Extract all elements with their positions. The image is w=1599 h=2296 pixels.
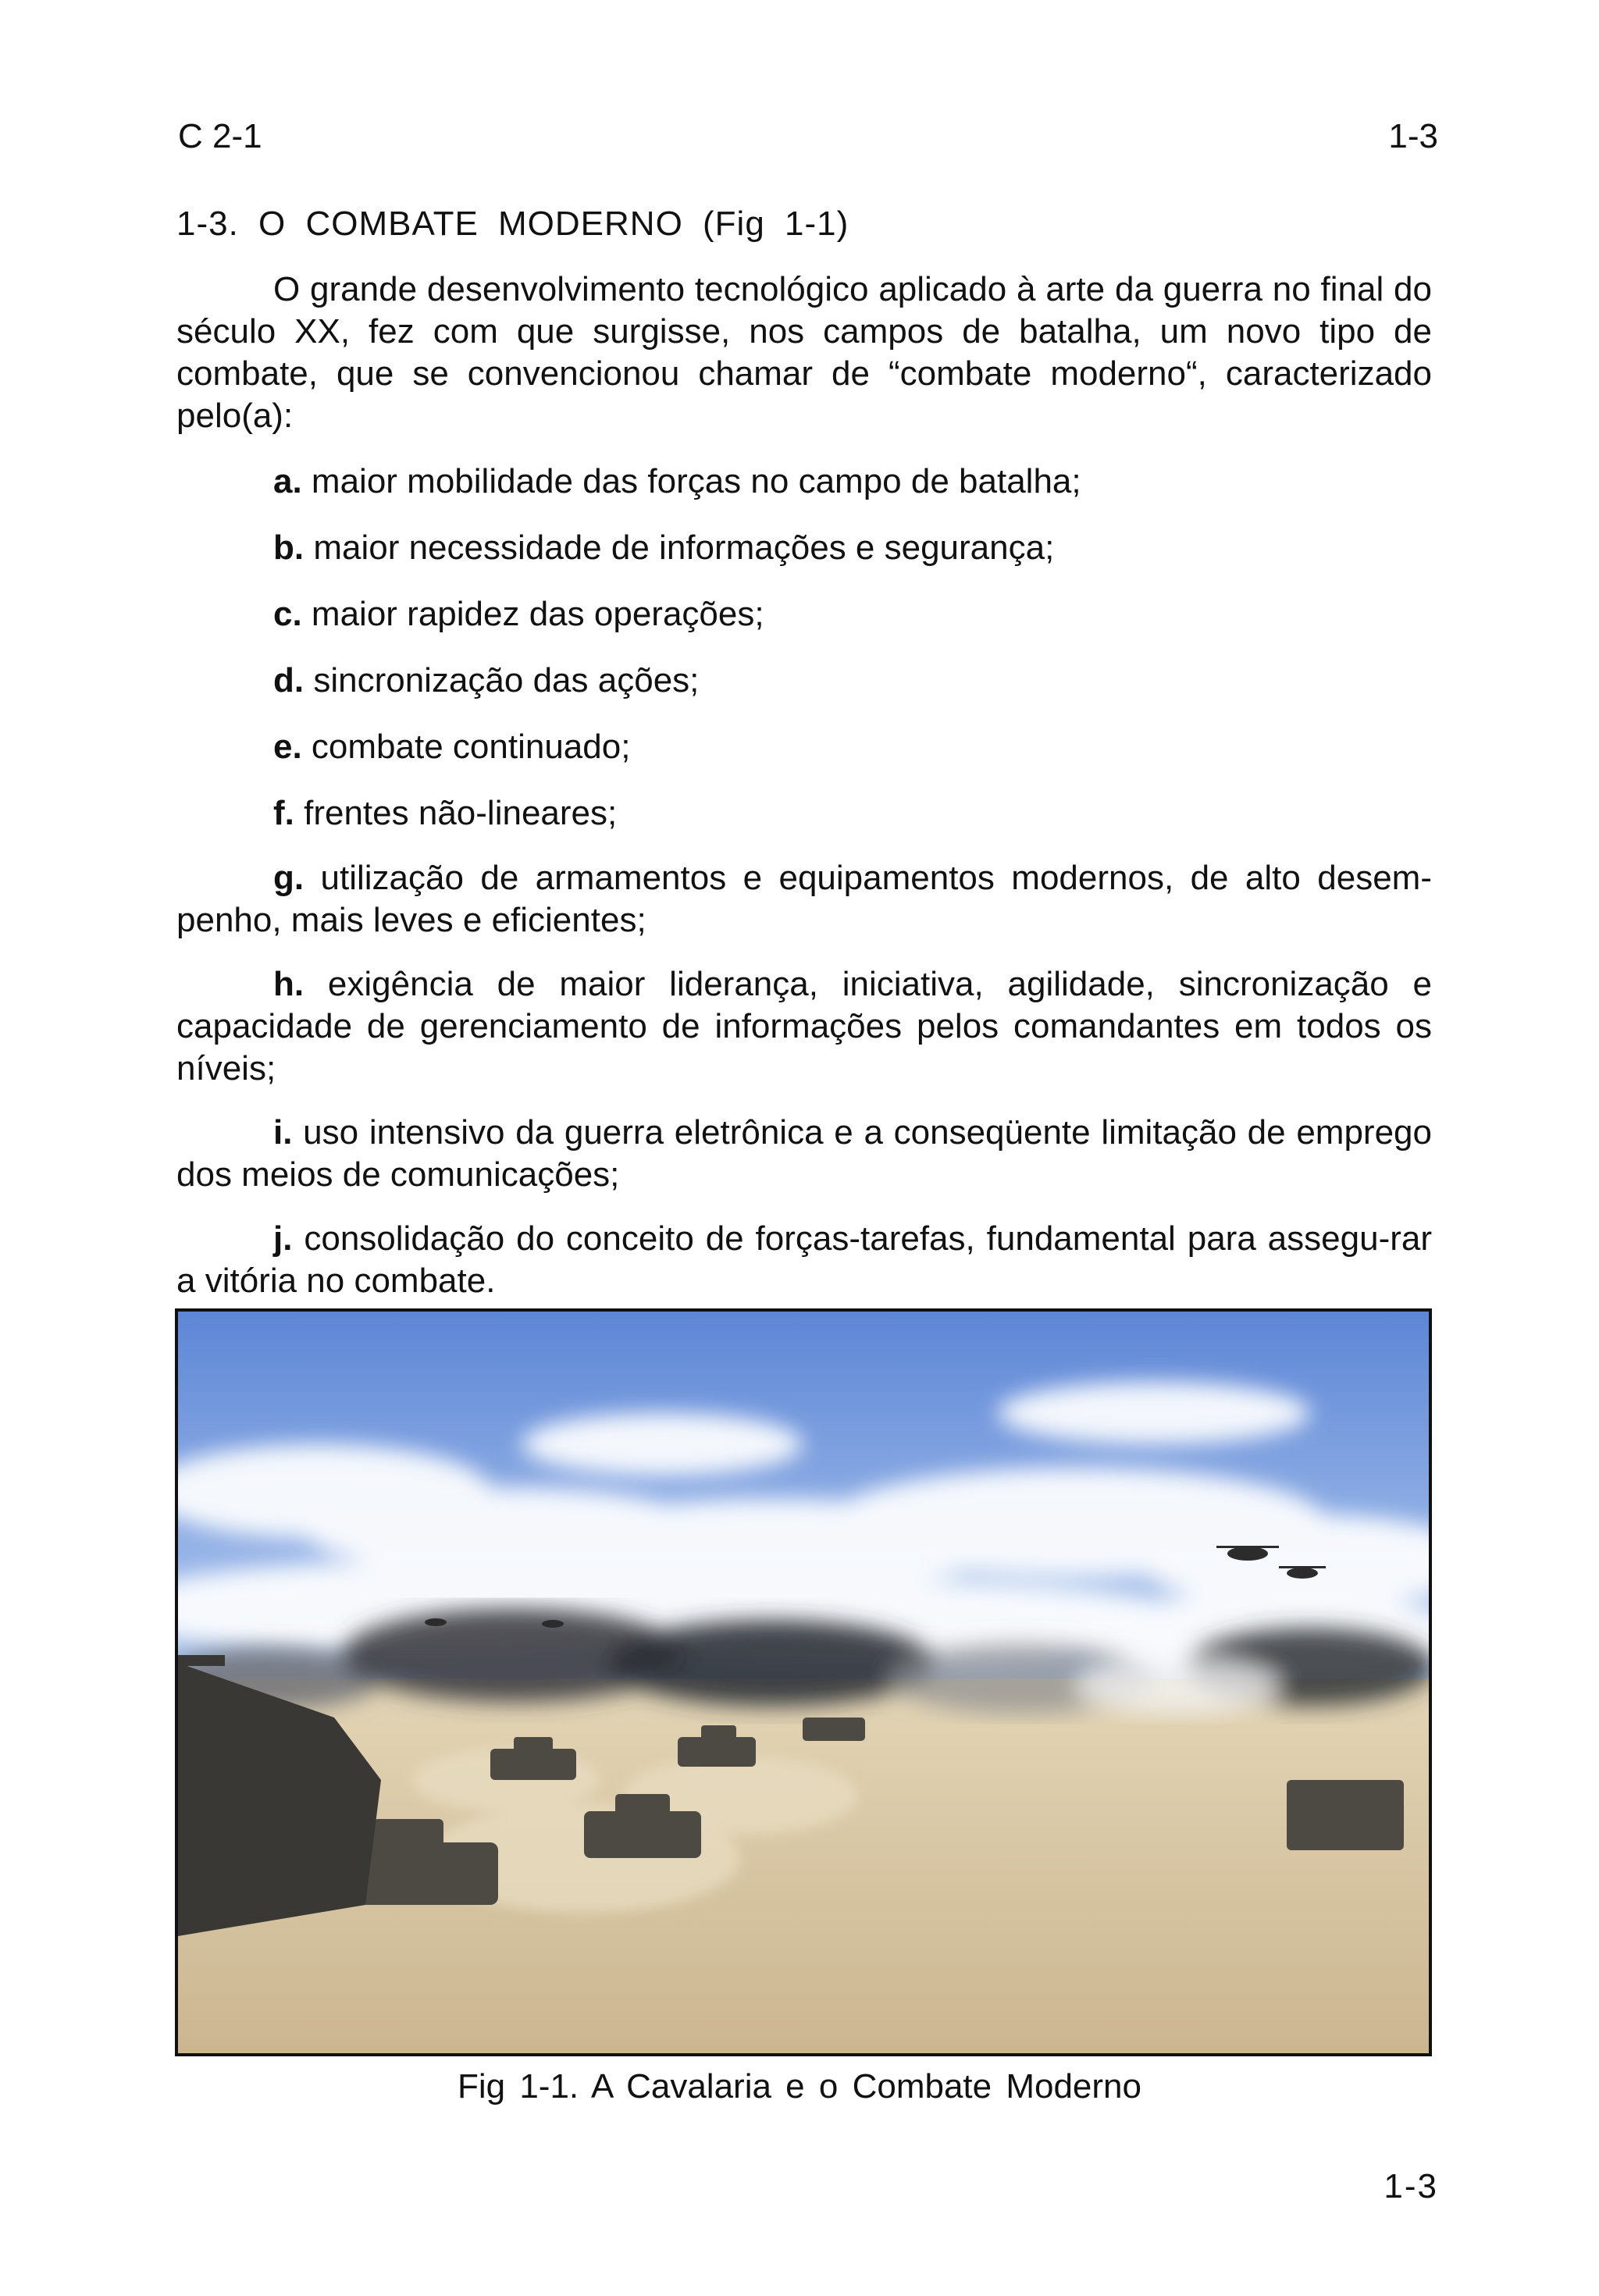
footer-page-number: 1-3 — [1384, 2167, 1438, 2205]
figure-caption: Fig 1-1. A Cavalaria e o Combate Moderno — [457, 2067, 1141, 2106]
item-letter: b. — [273, 529, 304, 567]
item-letter: c. — [273, 595, 302, 633]
list-item-h — [176, 963, 1432, 1090]
list-item-j — [176, 1218, 1432, 1302]
item-text: sincronização das ações; — [304, 661, 700, 699]
item-text: exigência de maior liderança, iniciativa, agilidade, sincronização e capacidade de gerenciamento de informações pelos comandantes em todos os níveis; — [176, 965, 1432, 1087]
item-letter: h. — [273, 965, 304, 1003]
item-letter: i. — [273, 1113, 293, 1152]
list-item-a — [176, 461, 1432, 503]
list-item-e — [176, 726, 1432, 768]
item-text: maior mobilidade das forças no campo de batalha; — [301, 462, 1081, 500]
section-title: 1-3. O COMBATE MODERNO (Fig 1-1) — [176, 205, 849, 243]
header-page-number: 1-3 — [1388, 117, 1438, 155]
list-item-g — [176, 857, 1432, 942]
item-text: consolidação do conceito de forças-tarefas, fundamental para assegu-rar a vitória no combate. — [176, 1219, 1432, 1300]
list-item-i — [176, 1112, 1432, 1196]
item-letter: a. — [273, 462, 302, 500]
item-letter: f. — [273, 794, 294, 832]
list-item-b — [176, 527, 1432, 569]
item-text: uso intensivo da guerra eletrônica e a conseqüente limitação de emprego dos meios de comunicações; — [176, 1113, 1432, 1194]
item-letter: e. — [273, 728, 302, 766]
list-item-c — [176, 593, 1432, 635]
list-item-d — [176, 660, 1432, 702]
item-text: utilização de armamentos e equipamentos modernos, de alto desem-penho, mais leves e eficientes; — [176, 859, 1432, 939]
figure-1-1-image — [175, 1308, 1432, 2056]
item-letter: j. — [273, 1219, 293, 1258]
item-text: frentes não-lineares; — [294, 794, 618, 832]
item-letter: g. — [273, 859, 304, 897]
item-letter: d. — [273, 661, 304, 699]
item-text: combate continuado; — [301, 728, 631, 766]
list-item-f — [176, 792, 1432, 835]
header-manual-code: C 2-1 — [178, 117, 262, 155]
item-text: maior necessidade de informações e segurança; — [304, 529, 1055, 567]
item-text: maior rapidez das operações; — [301, 595, 764, 633]
intro-paragraph: O grande desenvolvimento tecnológico aplicado à arte da guerra no final do século XX, fez com que surgisse, nos campos de batalha, um novo tipo de combate, que se convencionou chamar de “combate moderno“, caracterizado pelo(a): — [176, 270, 1432, 435]
battlefield-illustration — [178, 1312, 1429, 2053]
